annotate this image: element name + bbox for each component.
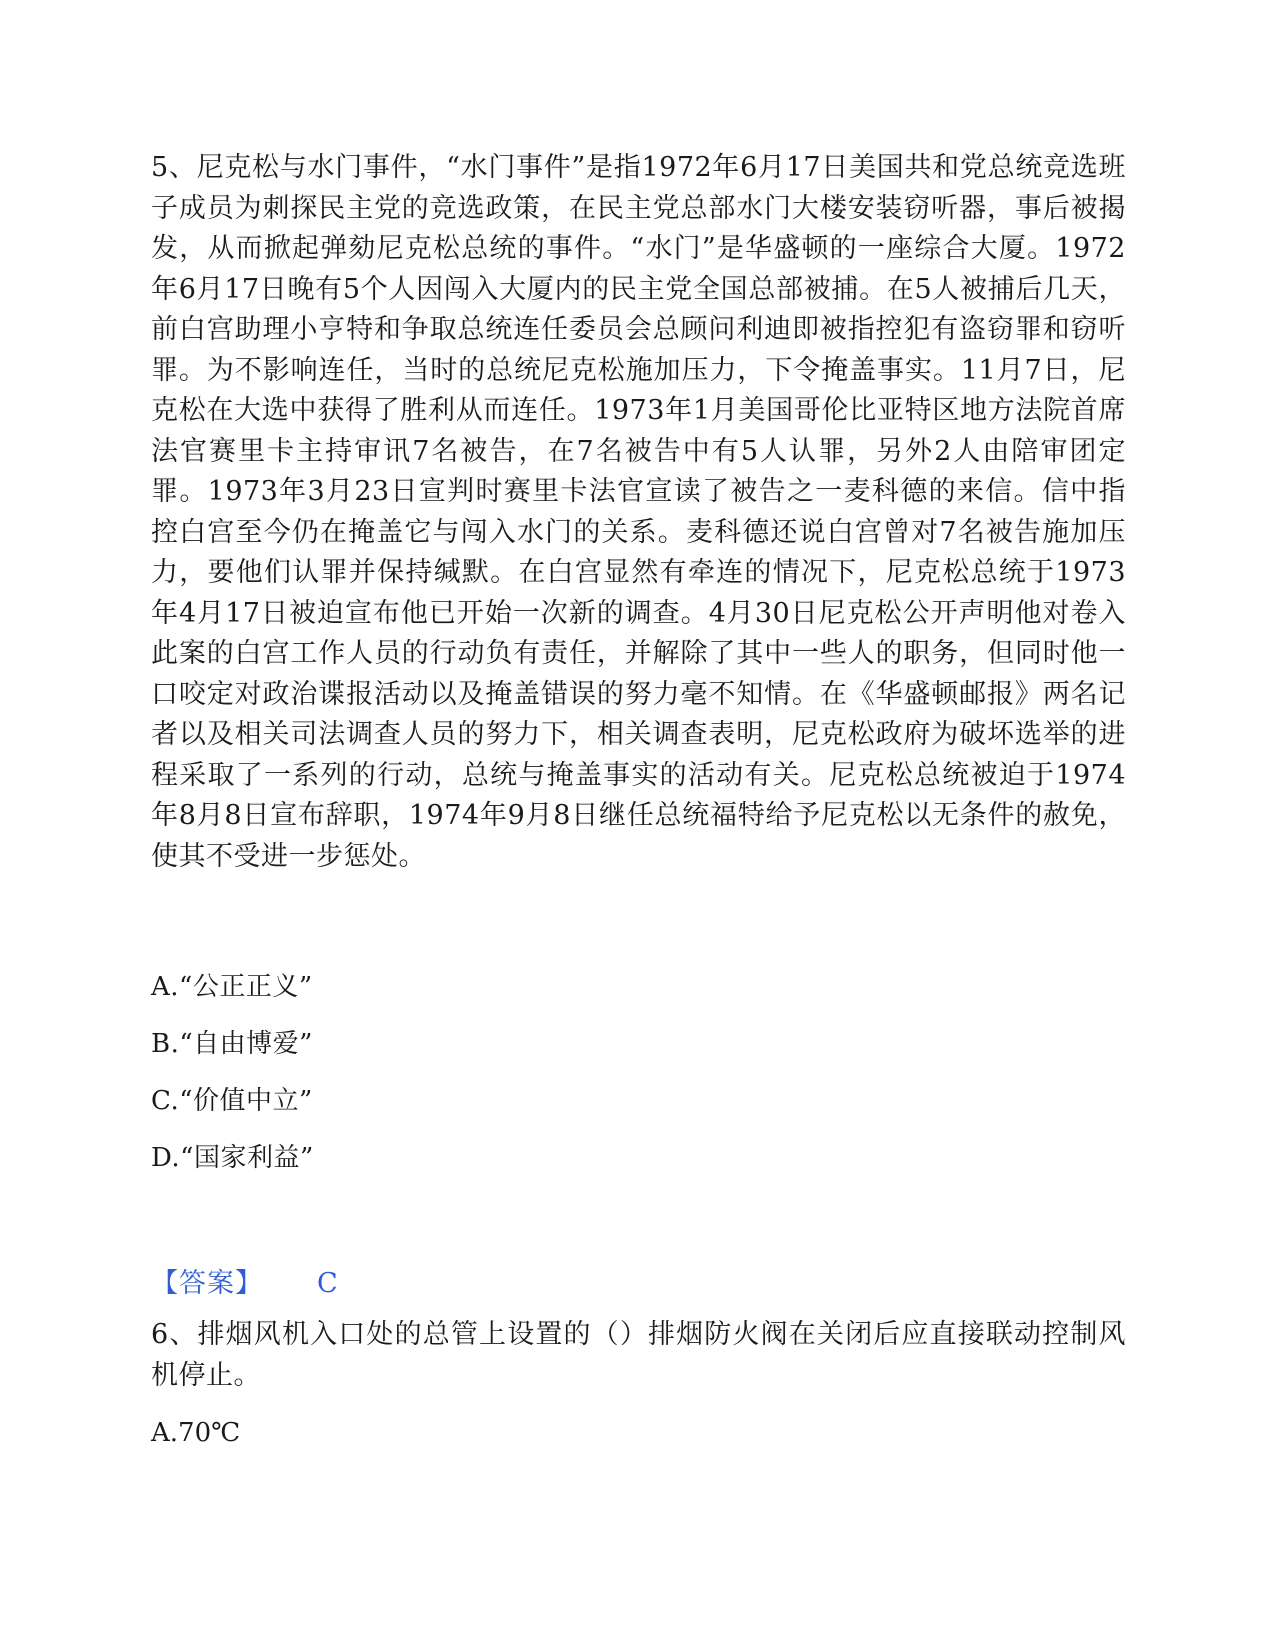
- answer-label: 【答案】: [151, 1268, 263, 1299]
- answer-row: [151, 1268, 338, 1300]
- question-6-text: 6、排烟风机入口处的总管上设置的（）排烟防火阀在关闭后应直接联动控制风机停止。: [151, 1319, 1126, 1391]
- option-d: D.“国家利益”: [151, 1143, 314, 1173]
- answer-value: C: [317, 1268, 338, 1299]
- question-6-option-a: A.70℃: [151, 1418, 241, 1448]
- option-a: A.“公正正义”: [151, 972, 313, 1002]
- option-c: C.“价值中立”: [151, 1086, 313, 1116]
- option-b: B.“自由博爱”: [151, 1029, 313, 1059]
- question-6: [151, 1315, 1126, 1396]
- question-5-text: 5、尼克松与水门事件，“水门事件”是指1972年6月17日美国共和党总统竞选班子成员为刺探民主党的竞选政策，在民主党总部水门大楼安装窃听器，事后被揭发，从而掀起弹劾尼克松总统的事件。“水门”是华盛顿的一座综合大厦。1972年6月17日晚有5个人因闯入大厦内的民主党全国总部被捕。在5人被捕后几天，前白宫助理小亨特和争取总统连任委员会总顾问利迪即被指控犯有盗窃罪和窃听罪。为不影响连任，当时的总统尼克松施加压力，下令掩盖事实。11月7日，尼克松在大选中获得了胜利从而连任。1973年1月美国哥伦比亚特区地方法院首席法官赛里卡主持审讯7名被告，在7名被告中有5人认罪，另外2人由陪审团定罪。1973年3月23日宣判时赛里卡法官宣读了被告之一麦科德的来信。信中指控白宫至今仍在掩盖它与闯入水门的关系。麦科德还说白宫曾对7名被告施加压力，要他们认罪并保持缄默。在白宫显然有牵连的情况下，尼克松总统于1973年4月17日被迫宣布他已开始一次新的调查。4月30日尼克松公开声明他对卷入此案的白宫工作人员的行动负有责任，并解除了其中一些人的职务，但同时他一口咬定对政治谍报活动以及掩盖错误的努力毫不知情。在《华盛顿邮报》两名记者以及相关司法调查人员的努力下，相关调查表明，尼克松政府为破坏选举的进程采取了一系列的行动，总统与掩盖事实的活动有关。尼克松总统被迫于1974年8月8日宣布辞职，1974年9月8日继任总统福特给予尼克松以无条件的赦免，使其不受进一步惩处。: [151, 152, 1126, 872]
- question-5-options: [151, 972, 1126, 1173]
- question-5: [151, 148, 1126, 1200]
